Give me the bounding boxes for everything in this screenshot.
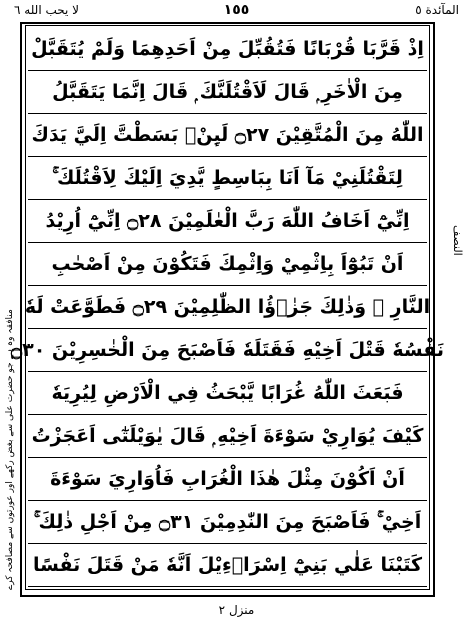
verse-line-4: لِتَقْتُلَنِيْ مَآ اَنَا بِبَاسِطٍ يَّدِيَ اِلَيْكَ لِاَقْتُلَكَ ۚ (28, 157, 427, 200)
verse-line-11: اَنْ اَكُوْنَ مِثْلَ هٰذَا الْغُرَابِ فَاُوَارِيَ سَوْءَةَ (28, 458, 427, 501)
side-label-nisf: النصف (451, 224, 464, 256)
verse-line-8: نَفْسُهٗ قَتْلَ اَخِيْهِ فَقَتَلَهٗ فَاَصْبَحَ مِنَ الْخٰسِرِيْنَ ۝٣٠ (28, 329, 427, 372)
verse-line-9: فَبَعَثَ اللّٰهُ غُرَابًا يَّبْحَثُ فِي الْاَرْضِ لِيُرِيَهٗ (28, 372, 427, 415)
verse-line-1: اِذْ قَرَّبَا قُرْبَانًا فَتُقُبِّلَ مِنْ اَحَدِهِمَا وَلَمْ يُتَقَبَّلْ (28, 28, 427, 71)
verse-line-10: كَيْفَ يُوَارِيْ سَوْءَةَ اَخِيْهِ ۭ قَالَ يٰوَيْلَتٰٓى اَعَجَزْتُ (28, 415, 427, 458)
page-number: ١٥٥ (223, 2, 250, 18)
header-juz-label: لا يحب الله ٦ (14, 3, 80, 17)
verse-line-3: اللّٰهُ مِنَ الْمُتَّقِيْنَ ۝٢٧ لَىِٕنْۢ بَسَطْتَّ اِلَيَّ يَدَكَ (28, 114, 427, 157)
verse-line-13: كَتَبْنَا عَلٰي بَنِيْٓ اِسْرَاۗءِيْلَ اَنَّهٗ مَنْ قَتَلَ نَفْسًا (28, 544, 427, 587)
verse-line-6: اَنْ تَبُوْٓاَ بِاِثْمِيْ وَاِثْمِكَ فَتَكُوْنَ مِنْ اَصْحٰبِ (28, 243, 427, 286)
verse-line-12: اَخِيْ ۚ فَاَصْبَحَ مِنَ النّٰدِمِيْنَ ۝٣١ مِنْ اَجْلِ ذٰلِكَ ۚ (28, 501, 427, 544)
verse-line-5: اِنِّيْٓ اَخَافُ اللّٰهَ رَبَّ الْعٰلَمِيْنَ ۝٢٨ اِنِّيْٓ اُرِيْدُ (28, 200, 427, 243)
header-surah-name: المآئدة ٥ (415, 3, 459, 17)
margin-note: منافقہ وہ ہے جو حضرت علی سے بغض رکھے اور عورتوں سے مصافحہ کرے (5, 309, 15, 590)
verse-line-2: مِنَ الْاٰخَرِ ۭ قَالَ لَاَقْتُلَنَّكَ ۭ قَالَ اِنَّمَا يَتَقَبَّلُ (28, 71, 427, 114)
manzil-footer: منزل ٢ (218, 603, 255, 617)
verse-line-7: النَّارِ ۚ وَذٰلِكَ جَزٰۗؤُا الظّٰلِمِيْنَ ۝٢٩ فَطَوَّعَتْ لَهٗ (28, 286, 427, 329)
